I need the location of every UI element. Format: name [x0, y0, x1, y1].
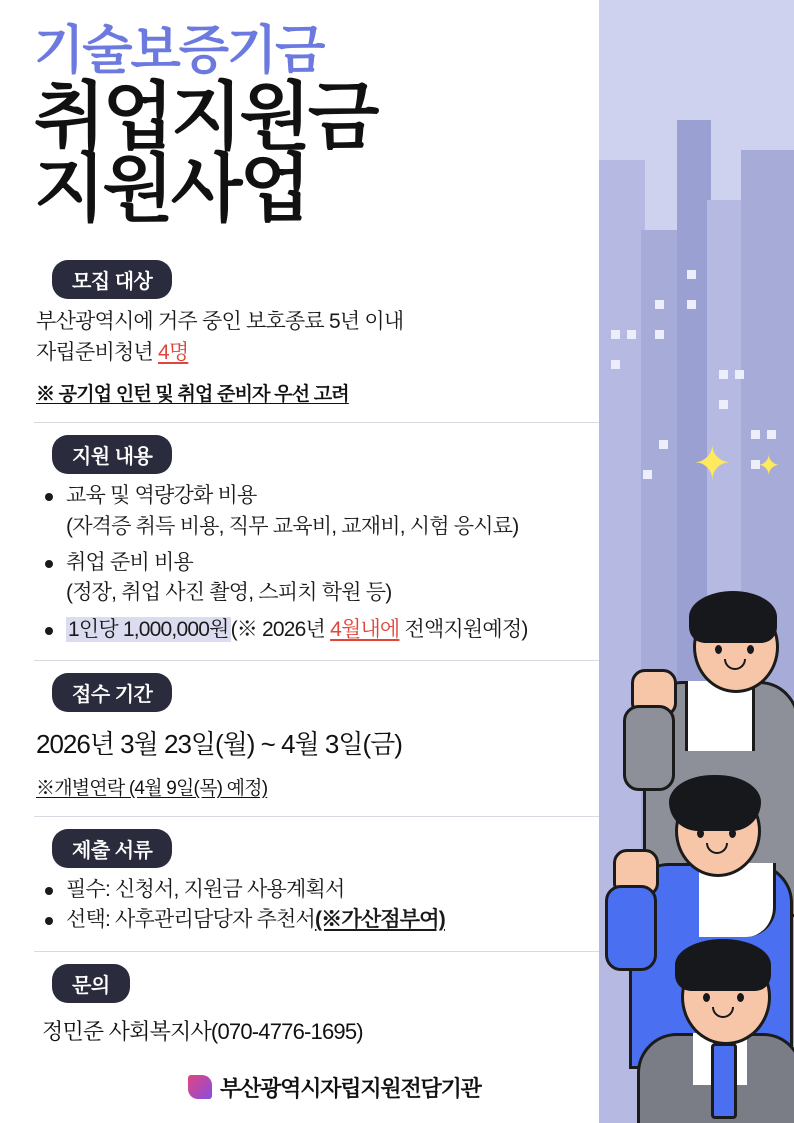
support-amount-paren-open: (※ 2026년 — [230, 617, 331, 641]
section-pill-recruitment-target: 모집 대상 — [52, 260, 172, 299]
window — [687, 300, 696, 309]
window — [735, 370, 744, 379]
section-pill-contact: 문의 — [52, 964, 130, 1003]
people-illustration — [599, 563, 794, 1123]
illustration-panel — [599, 0, 794, 1123]
section-support-details — [34, 422, 599, 644]
list-item — [42, 906, 599, 934]
list-item: 교육 및 역량강화 비용 — [42, 482, 599, 510]
window — [719, 400, 728, 409]
target-line-2-text: 자립준비청년 — [36, 340, 158, 364]
window — [767, 430, 776, 439]
sleeve — [623, 705, 675, 791]
support-details-list — [34, 482, 599, 510]
eye — [715, 645, 722, 654]
support-details-list-2 — [34, 549, 599, 577]
support-amount-paren-close: 전액지원예정) — [399, 617, 528, 641]
window — [611, 330, 620, 339]
window — [627, 330, 636, 339]
application-note: ※개별연락 (4월 9일(목) 예정) — [36, 778, 268, 800]
section-recruitment-target — [34, 242, 599, 407]
list-item — [42, 616, 599, 644]
person-front-hair — [675, 939, 771, 991]
window — [659, 440, 668, 449]
section-pill-documents: 제출 서류 — [52, 829, 172, 868]
window — [687, 270, 696, 279]
section-pill-support-details: 지원 내용 — [52, 435, 172, 474]
window — [751, 430, 760, 439]
page-title — [34, 74, 599, 231]
organization-name: 부산광역시자립지원전담기관 — [220, 1075, 481, 1101]
window — [719, 370, 728, 379]
section-documents — [34, 816, 599, 935]
footer-logo — [188, 1072, 599, 1103]
documents-optional-label: 선택: 사후관리담당자 추천서 — [66, 908, 315, 932]
title-line-2: 지원사업 — [34, 147, 308, 231]
person-back-hair — [689, 591, 777, 643]
eye — [703, 993, 710, 1002]
support-month: 4월내에 — [330, 617, 400, 641]
title-sub: 기술보증기금 — [34, 22, 324, 80]
application-date-range: 2026년 3월 23일(월) ~ 4월 3일(금) — [36, 729, 402, 760]
ribbon-logo-icon — [188, 1075, 212, 1099]
list-item: 필수: 신청서, 지원금 사용계획서 — [42, 876, 599, 904]
window — [611, 360, 620, 369]
documents-optional-note: (※가산점부여) — [314, 908, 445, 932]
support-detail-1-sub: (자격증 취득 비용, 직무 교육비, 교재비, 시험 응시료) — [66, 514, 519, 538]
eye — [729, 829, 736, 838]
section-application-period — [34, 660, 599, 800]
window — [655, 330, 664, 339]
person-middle-hair — [669, 775, 761, 831]
window — [655, 300, 664, 309]
documents-list — [34, 876, 599, 935]
section-pill-application-period: 접수 기간 — [52, 673, 172, 712]
eye — [697, 829, 704, 838]
support-details-list-3 — [34, 616, 599, 644]
contact-info: 정민준 사회복지사(070-4776-1695) — [42, 1018, 363, 1044]
target-count: 4명 — [157, 340, 189, 364]
target-line-2 — [36, 339, 599, 367]
eye — [737, 993, 744, 1002]
sleeve — [605, 885, 657, 971]
support-detail-2-sub: (정장, 취업 사진 촬영, 스피치 학원 등) — [66, 581, 392, 605]
sparkle-icon: ✦ — [757, 450, 781, 481]
necktie — [711, 1043, 737, 1119]
target-line-1: 부산광역시에 거주 중인 보호종료 5년 이내 — [36, 309, 404, 333]
title-line-1: 취업지원금 — [34, 74, 377, 158]
list-item: 취업 준비 비용 — [42, 549, 599, 577]
window — [643, 470, 652, 479]
target-note: ※ 공기업 인턴 및 취업 준비자 우선 고려 — [36, 384, 349, 406]
sparkle-icon: ✦ — [693, 437, 732, 489]
section-contact — [34, 951, 599, 1046]
support-amount: 1인당 1,000,000원 — [68, 617, 229, 641]
eye — [747, 645, 754, 654]
